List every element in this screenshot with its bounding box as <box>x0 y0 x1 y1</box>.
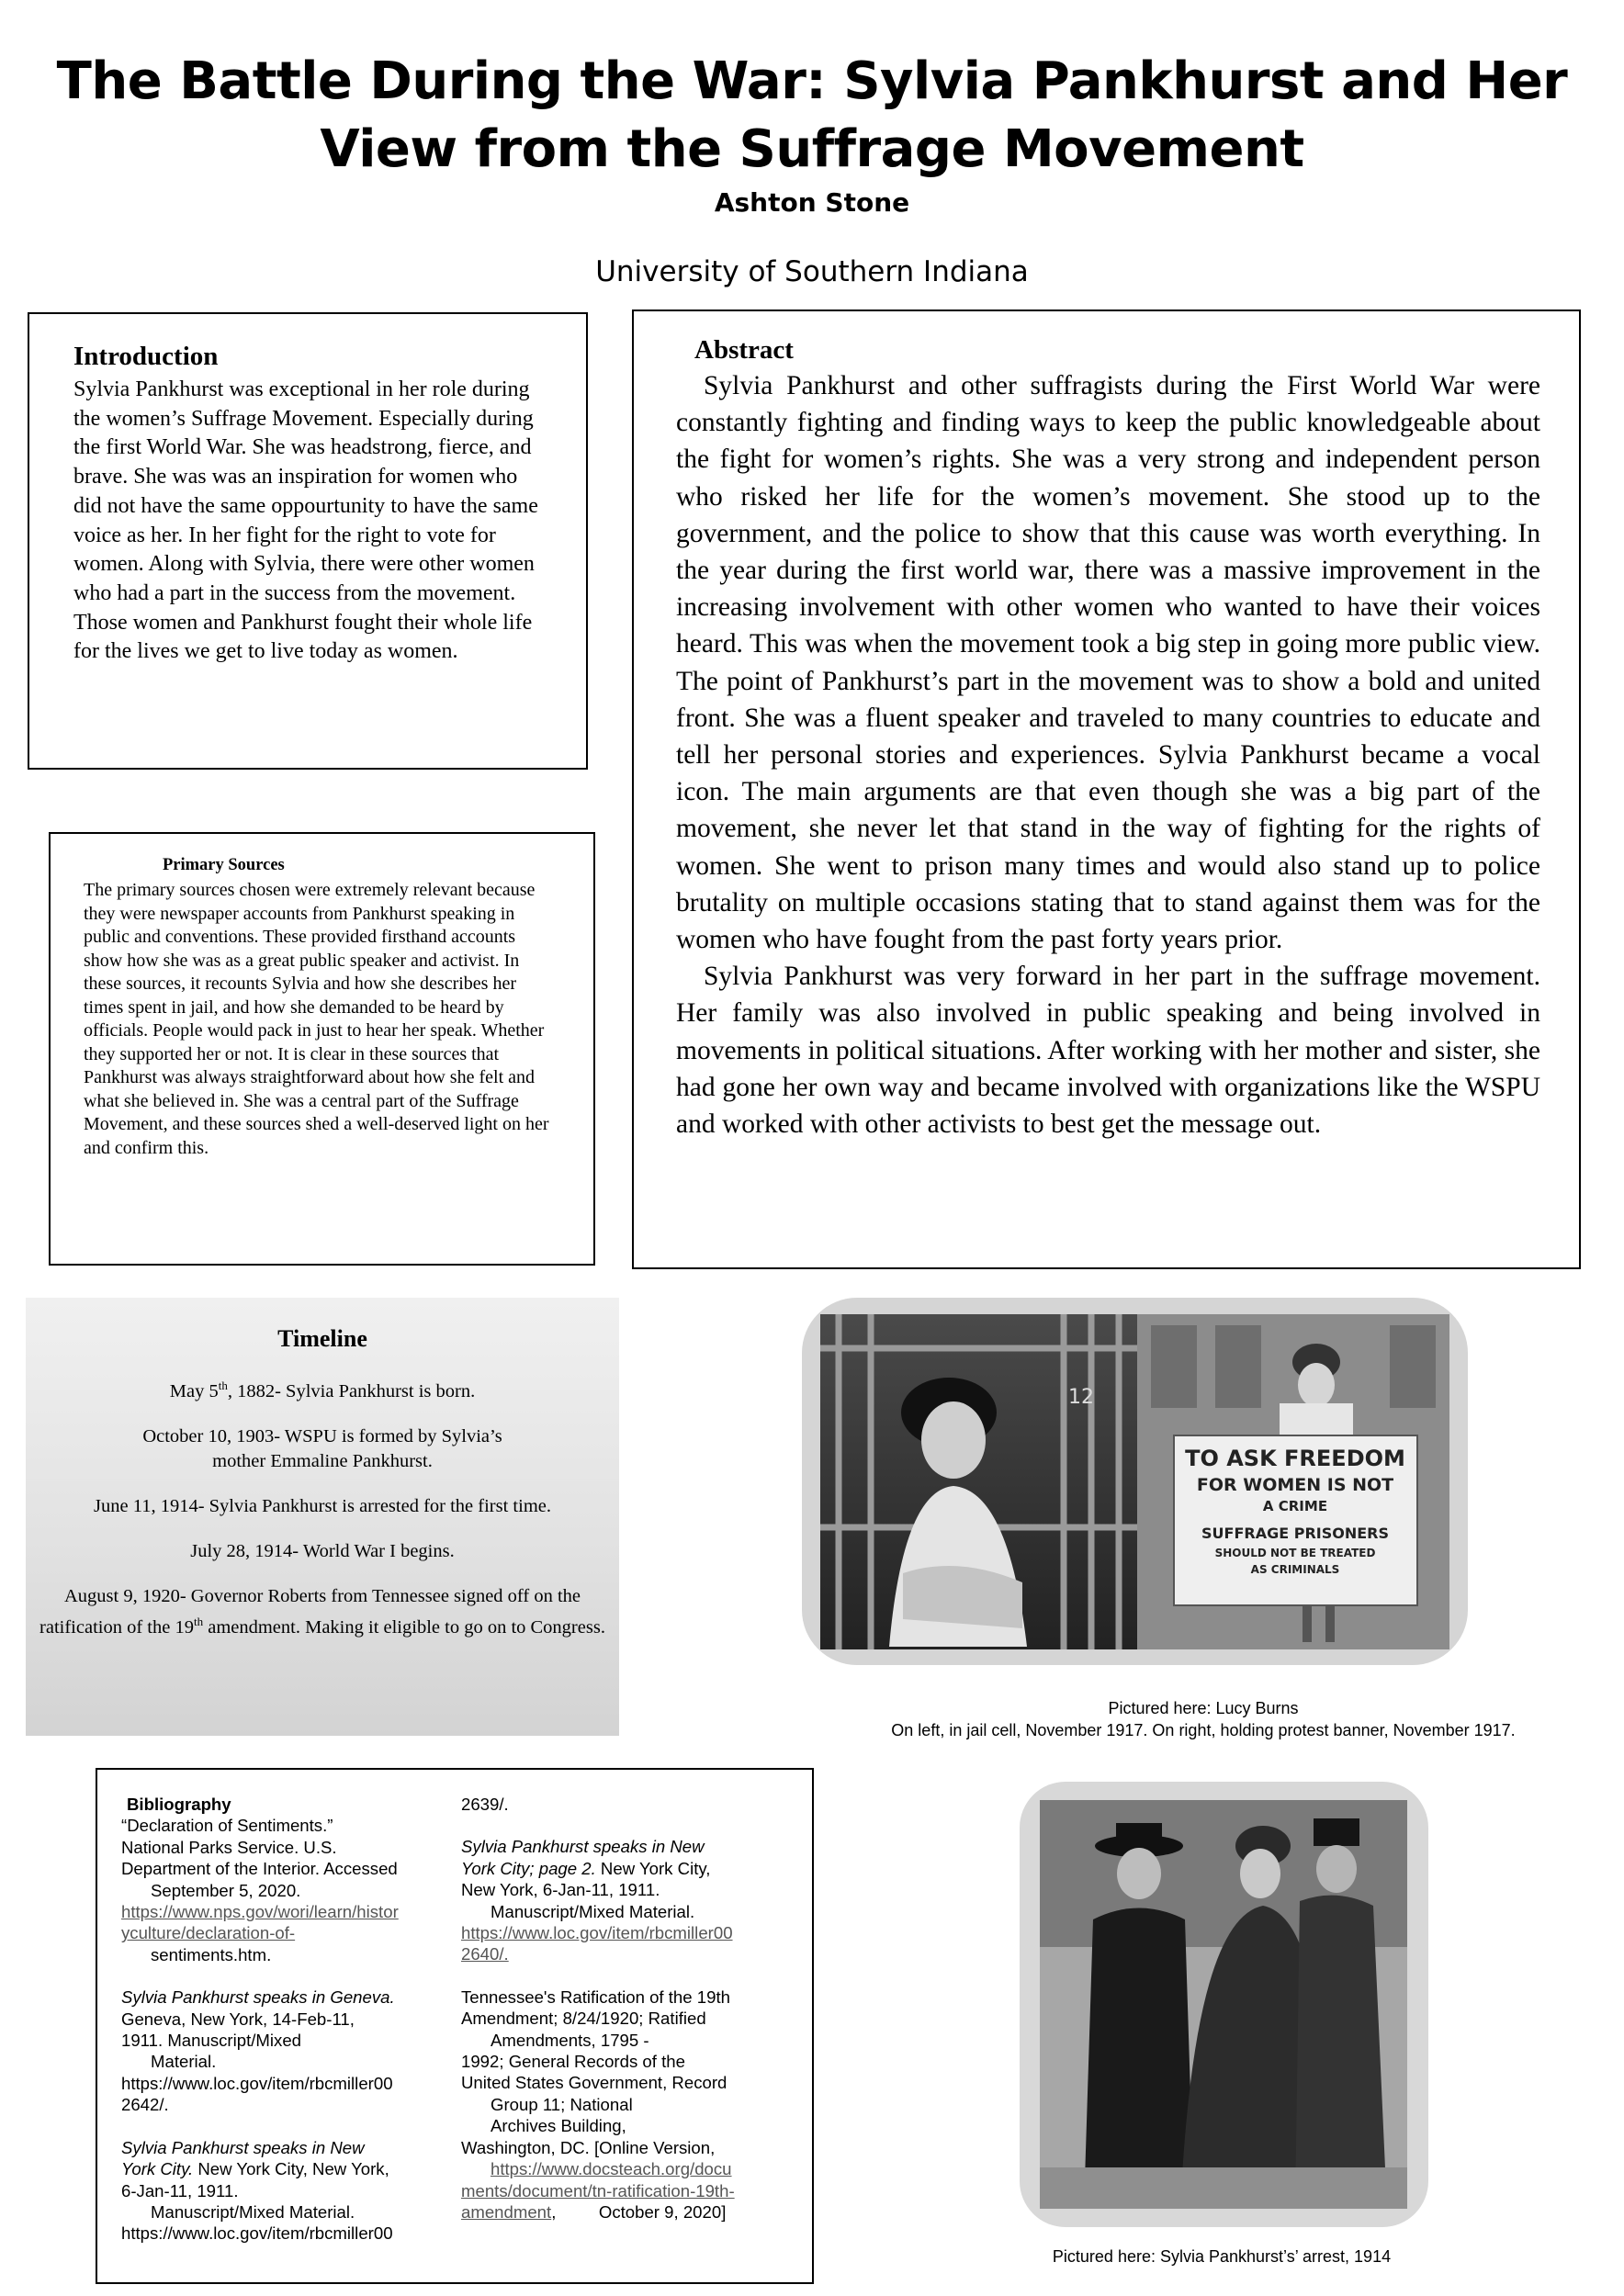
timeline-event-text-continued: , 1882- Sylvia Pankhurst is born. <box>227 1380 476 1401</box>
timeline-event-text: August 9, 1920- Governor Roberts from Tennessee signed off on the ratification of the 19 <box>39 1585 581 1638</box>
introduction-section <box>28 312 588 770</box>
timeline-section <box>26 1298 619 1736</box>
bibliography-link[interactable]: ments/document/tn-ratification-19th- <box>461 2180 735 2200</box>
bibliography-line: 2642/. <box>121 2095 169 2115</box>
bibliography-entry <box>121 1986 452 2115</box>
bibliography-line: Tennessee's Ratification of the 19th <box>461 1986 730 2007</box>
bibliography-line: 1992; General Records of the <box>461 2052 685 2072</box>
lucy-burns-caption-line-2: On left, in jail cell, November 1917. On right, holding protest banner, November 1917. <box>891 1721 1516 1739</box>
bibliography-line: “Declaration of Sentiments.” <box>121 1816 333 1836</box>
timeline-event-superscript: th <box>193 1614 204 1628</box>
timeline-event <box>35 1373 610 1404</box>
bibliography-line: Sylvia Pankhurst speaks in Geneva. <box>121 1987 395 2008</box>
cell-number: 12 <box>1068 1386 1094 1409</box>
lucy-burns-caption-line-1: Pictured here: Lucy Burns <box>1108 1699 1299 1717</box>
banner-line-5: SHOULD NOT BE TREATED <box>1214 1547 1376 1559</box>
bibliography-detail-text: New York City, <box>595 1858 711 1878</box>
bibliography-right-column <box>461 1794 810 2244</box>
bibliography-line <box>461 1943 810 1964</box>
bibliography-detail-text: , October 9, 2020] <box>551 2201 727 2222</box>
timeline-event <box>35 1494 610 1519</box>
bibliography-link[interactable]: https://www.nps.gov/wori/learn/histor <box>121 1902 399 1922</box>
bibliography-line: 6-Jan-11, 1911. <box>121 2180 239 2200</box>
bibliography-left-entries <box>121 1815 452 2244</box>
sylvia-arrest-photo <box>1020 1782 1428 2227</box>
lucy-burns-caption <box>808 1697 1598 1741</box>
introduction-heading: Introduction <box>73 342 219 371</box>
bibliography-link[interactable]: amendment <box>461 2201 552 2222</box>
timeline-events <box>35 1373 610 1640</box>
bibliography-line: 1911. Manuscript/Mixed <box>121 2031 302 2051</box>
bibliography-line: Archives Building, <box>491 2116 626 2136</box>
bibliography-entry <box>121 2137 452 2245</box>
bibliography-link[interactable]: https://www.docsteach.org/docu <box>491 2159 732 2179</box>
bibliography-line: 2639/. <box>461 1795 509 1814</box>
banner-line-2: FOR WOMEN IS NOT <box>1196 1475 1394 1495</box>
bibliography-line: Group 11; National <box>491 2094 633 2114</box>
lucy-burns-photo-image <box>802 1298 1468 1665</box>
bibliography-line: https://www.loc.gov/item/rbcmiller00 <box>121 2073 393 2093</box>
bibliography-line: sentiments.htm. <box>151 1944 272 1964</box>
lucy-burns-photo <box>802 1298 1468 1665</box>
abstract-paragraph-1: Sylvia Pankhurst and other suffragists during the First World War were constantly fighting and finding ways to keep the public knowledgeable about the fight for women’s rights. She was a very strong and independent person who risked her life for the women’s movement. She stood up to the government, and the police to show that this cause was worth everything. In the year during the first world war, there was a massive improvement in the increasing involvement with other women who wanted to have their voices heard. This was when the movement took a big step in going more public view. The point of Pankhurst’s part in the movement was to show a bold and united front. She was a fluent speaker and traveled to many countries to educate and tell her personal stories and experiences. Sylvia Pankhurst became a vocal icon. The main arguments are that even though she was a big part of the movement, she never let that stand in the way of fighting for the rights of women. She went to prison many times and would also stand up to police brutality on multiple occasions stating that to stand against them was for the women who have fought from the past forty years prior. <box>676 371 1540 955</box>
bibliography-line: Manuscript/Mixed Material. <box>151 2201 355 2222</box>
abstract-paragraph-2: Sylvia Pankhurst was very forward in her part in the suffrage movement. Her family was also involved in public speaking and being involved in movements in political situations. After working with her mother and sister, she had gone her own way and became involved with organizations like the WSPU and worked with other activists to best get the message out. <box>676 962 1540 1140</box>
title-line-1: The Battle During the War: Sylvia Pankhurst and Her <box>56 51 1568 111</box>
abstract-heading: Abstract <box>694 335 794 365</box>
timeline-event <box>35 1539 610 1564</box>
banner-line-1: TO ASK FREEDOM <box>1185 1446 1405 1471</box>
bibliography-line <box>461 2201 810 2223</box>
bibliography-line <box>121 1922 452 1943</box>
banner-line-4: SUFFRAGE PRISONERS <box>1201 1525 1389 1542</box>
primary-sources-section <box>49 832 595 1266</box>
primary-sources-text: The primary sources chosen were extremely relevant because they were newspaper accounts from Pankhurst speaking in public and conventions. These provided firsthand accounts show how she was as a great public speaker and activist. In these sources, it recounts Sylvia and how she describes her times spent in jail, and how she demanded to be heard by officials. People would pack in just to hear her speak. Whether they supported her or not. It is clear in these sources that Pankhurst was always straightforward about how she felt and what she believed in. She was a central part of the Suffrage Movement, and these sources shed a well-deserved light on her and confirm this. <box>84 880 549 1158</box>
banner-line-6: AS CRIMINALS <box>1250 1563 1340 1576</box>
bibliography-line <box>461 2180 810 2201</box>
sylvia-arrest-caption: Pictured here: Sylvia Pankhurst’s’ arrest, 1914 <box>1052 2247 1392 2266</box>
bibliography-line: Amendments, 1795 - <box>491 2030 649 2050</box>
bibliography-right-entries <box>461 1794 810 2223</box>
bibliography-line <box>461 1922 810 1943</box>
timeline-event <box>35 1424 610 1474</box>
bibliography-line: September 5, 2020. <box>151 1880 301 1900</box>
bibliography-link[interactable]: 2640/. <box>461 1944 509 1964</box>
timeline-event-text: October 10, 1903- WSPU is formed by Sylvia’s mother Emmaline Pankhurst. <box>142 1425 502 1471</box>
poster-title <box>0 48 1624 184</box>
affiliation: University of Southern Indiana <box>595 255 1029 288</box>
timeline-event-text: May 5 <box>169 1380 219 1401</box>
bibliography-link[interactable]: yculture/declaration-of- <box>121 1923 296 1943</box>
bibliography-left-column <box>121 1794 452 2266</box>
timeline-heading: Timeline <box>277 1325 367 1352</box>
timeline-event-text-continued: amendment. Making it eligible to go on to Congress. <box>203 1616 605 1638</box>
bibliography-title-text: York City; page 2. <box>461 1858 596 1878</box>
bibliography-line: Manuscript/Mixed Material. <box>491 1901 695 1921</box>
bibliography-line: Amendment; 8/24/1920; Ratified <box>461 2009 706 2029</box>
timeline-event-superscript: th <box>218 1379 228 1392</box>
title-line-2: View from the Suffrage Movement <box>320 119 1304 179</box>
bibliography-line: United States Government, Record <box>461 2073 727 2093</box>
bibliography-entry <box>461 1794 810 1815</box>
author-name: Ashton Stone <box>714 187 910 218</box>
bibliography-line <box>121 1901 452 1922</box>
bibliography-line: Washington, DC. [Online Version, <box>461 2137 716 2157</box>
banner-line-3: A CRIME <box>1262 1498 1328 1514</box>
bibliography-line: Material. <box>151 2052 217 2072</box>
bibliography-link[interactable]: https://www.loc.gov/item/rbcmiller00 <box>461 1923 733 1943</box>
timeline-event-text: June 11, 1914- Sylvia Pankhurst is arrested for the first time. <box>94 1495 551 1516</box>
bibliography-heading: Bibliography <box>127 1795 231 1814</box>
bibliography-entry <box>461 1986 810 2223</box>
bibliography-section <box>96 1768 814 2284</box>
bibliography-line: Department of the Interior. Accessed <box>121 1859 398 1879</box>
bibliography-line: New York, 6-Jan-11, 1911. <box>461 1880 660 1900</box>
bibliography-line: Geneva, New York, 14-Feb-11, <box>121 2009 355 2029</box>
sylvia-arrest-photo-image <box>1020 1782 1428 2227</box>
bibliography-entry <box>461 1836 810 1964</box>
bibliography-line: National Parks Service. U.S. <box>121 1837 337 1857</box>
timeline-event-text: July 28, 1914- World War I begins. <box>190 1540 455 1561</box>
abstract-section <box>632 310 1581 1269</box>
bibliography-title-text: York City. <box>121 2159 194 2179</box>
bibliography-line: Sylvia Pankhurst speaks in New <box>461 1837 705 1857</box>
bibliography-line: https://www.loc.gov/item/rbcmiller00 <box>121 2223 393 2244</box>
bibliography-line <box>121 2158 452 2179</box>
introduction-text: Sylvia Pankhurst was exceptional in her role during the women’s Suffrage Movement. Especially during the first World War. She was headstrong, fierce, and brave. She was was an inspiration for women who did not have the same oppourtunity to have the same voice as her. In her fight for the right to vote for women. Along with Sylvia, there were other women who had a part in the success from the movement. Those women and Pankhurst fought their whole life for the lives we get to live today as women. <box>73 377 538 664</box>
bibliography-line <box>461 1858 810 1879</box>
primary-sources-heading: Primary Sources <box>163 856 285 874</box>
bibliography-line: Sylvia Pankhurst speaks in New <box>121 2137 365 2157</box>
timeline-event <box>35 1584 610 1640</box>
bibliography-entry <box>121 1815 452 1965</box>
bibliography-detail-text: New York City, New York, <box>193 2159 389 2179</box>
bibliography-line <box>461 2158 810 2179</box>
